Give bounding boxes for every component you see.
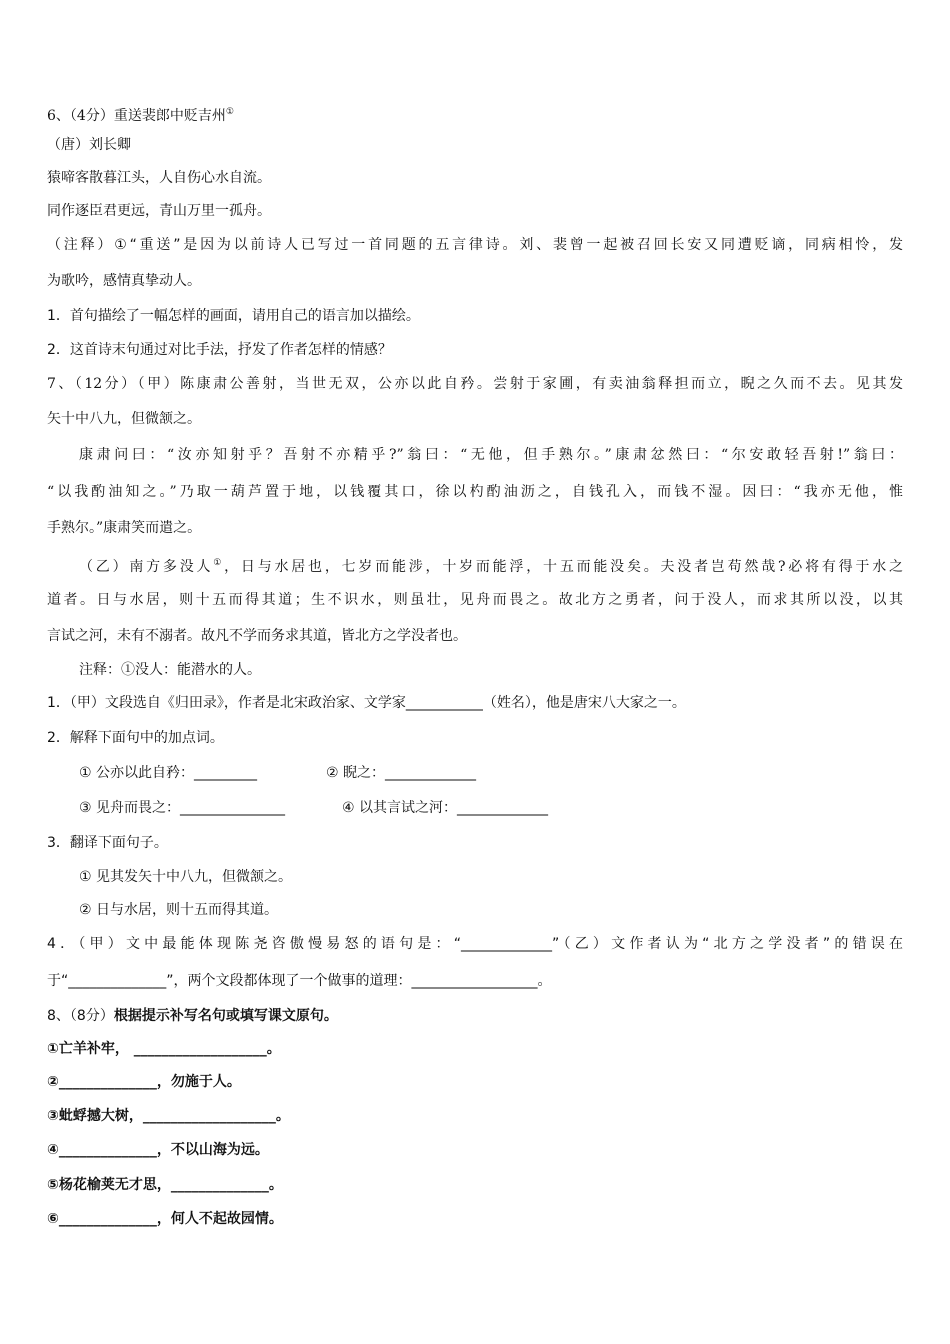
q8-item-4: ④______________，不以山海为远。 bbox=[47, 1142, 269, 1158]
q7-sub-question-2: 2．解释下面句中的加点词。 bbox=[47, 730, 224, 746]
q7-passage-b-line-3: 言试之河，未有不溺者。故凡不学而务求其道，皆北方之学没者也。 bbox=[47, 628, 467, 644]
q7-passage-a-line-1: 7、（12分）（甲）陈康肃公善射，当世无双，公亦以此自矜。尝射于家圃，有卖油翁释担而立，睨之久而不去。见其发 bbox=[47, 376, 903, 392]
q7-sub-question-4-line-2: 于“______________”，两个文段都体现了一个做事的道理：__________________。 bbox=[47, 973, 552, 989]
q8-item-5: ⑤杨花榆荚无才思，______________。 bbox=[47, 1177, 283, 1193]
q7-note: 注释：①没人：能潜水的人。 bbox=[79, 662, 261, 678]
q6-note-line-2: 为歌吟，感情真挚动人。 bbox=[47, 273, 201, 289]
q7-sub-question-2-item-3: ③ 见舟而畏之：_______________ bbox=[79, 800, 286, 816]
poem-line-2: 同作逐臣君更远，青山万里一孤舟。 bbox=[47, 203, 271, 219]
q7-sub-question-2-item-4: ④ 以其言试之河：_____________ bbox=[342, 800, 549, 816]
q6-sub-question-1: 1．首句描绘了一幅怎样的画面，请用自己的语言加以描绘。 bbox=[47, 308, 420, 324]
q8-item-2: ②______________，勿施于人。 bbox=[47, 1074, 241, 1090]
poem-line-1: 猿啼客散暮江头，人自伤心水自流。 bbox=[47, 170, 271, 186]
q7-sub-question-2-item-2: ② 睨之：_____________ bbox=[326, 765, 477, 781]
q8-heading: 8、（8分）根据提示补写名句或填写课文原句。 bbox=[47, 1008, 338, 1024]
q8-item-6: ⑥______________，何人不起故园情。 bbox=[47, 1211, 283, 1227]
q7-sub-question-3: 3．翻译下面句子。 bbox=[47, 835, 168, 851]
q7-passage-a-line-3: 康肃问曰：“汝亦知射乎？吾射不亦精乎?”翁曰：“无他，但手熟尔。”康肃忿然曰：“尔安敢轻吾射!”翁曰： bbox=[79, 447, 903, 463]
footnote-mark: ① bbox=[225, 107, 234, 117]
q7-sub-question-3-item-2: ② 日与水居，则十五而得其道。 bbox=[79, 902, 279, 918]
q7-sub-question-3-item-1: ① 见其发矢十中八九，但微颔之。 bbox=[79, 869, 293, 885]
q7-passage-a-line-5: 手熟尔。”康肃笑而遣之。 bbox=[47, 520, 202, 536]
poem-author: （唐）刘长卿 bbox=[47, 137, 131, 153]
q6-heading: 6、（4分）重送裴郎中贬吉州① bbox=[47, 107, 234, 124]
q6-sub-question-2: 2．这首诗末句通过对比手法，抒发了作者怎样的情感？ bbox=[47, 342, 392, 358]
q8-item-3: ③蚍蜉撼大树，___________________。 bbox=[47, 1108, 290, 1124]
q7-passage-a-line-2: 矢十中八九，但微颔之。 bbox=[47, 411, 201, 427]
q7-passage-b-line-2: 道者。日与水居，则十五而得其道；生不识水，则虽壮，见舟而畏之。故北方之勇者，问于没人，而求其所以没，以其 bbox=[47, 592, 903, 608]
q7-passage-b-line-1: （乙）南方多没人①，日与水居也，七岁而能涉，十岁而能浮，十五而能没矣。夫没者岂苟然哉?必将有得于水之 bbox=[79, 558, 903, 575]
footnote-mark: ① bbox=[213, 558, 225, 568]
q7-passage-a-line-4: “以我酌油知之。”乃取一葫芦置于地，以钱覆其口，徐以杓酌油沥之，自钱孔入，而钱不湿。因曰：“我亦无他，惟 bbox=[47, 484, 903, 500]
q7-sub-question-4-line-1: 4．（甲）文中最能体现陈尧咨傲慢易怒的语句是：“_____________”（乙）文作者认为“北方之学没者”的错误在 bbox=[47, 936, 903, 952]
q7-sub-question-2-item-1: ① 公亦以此自矜：_________ bbox=[79, 765, 258, 781]
q7-sub-question-1: 1．（甲）文段选自《归田录》，作者是北宋政治家、文学家___________（姓名），他是唐宋八大家之一。 bbox=[47, 695, 686, 711]
q6-note-line-1: （注释）①“重送”是因为以前诗人已写过一首同题的五言律诗。刘、裴曾一起被召回长安又同遭贬谪，同病相怜，发 bbox=[47, 237, 903, 253]
q8-item-1: ①亡羊补牢， ___________________。 bbox=[47, 1041, 281, 1057]
